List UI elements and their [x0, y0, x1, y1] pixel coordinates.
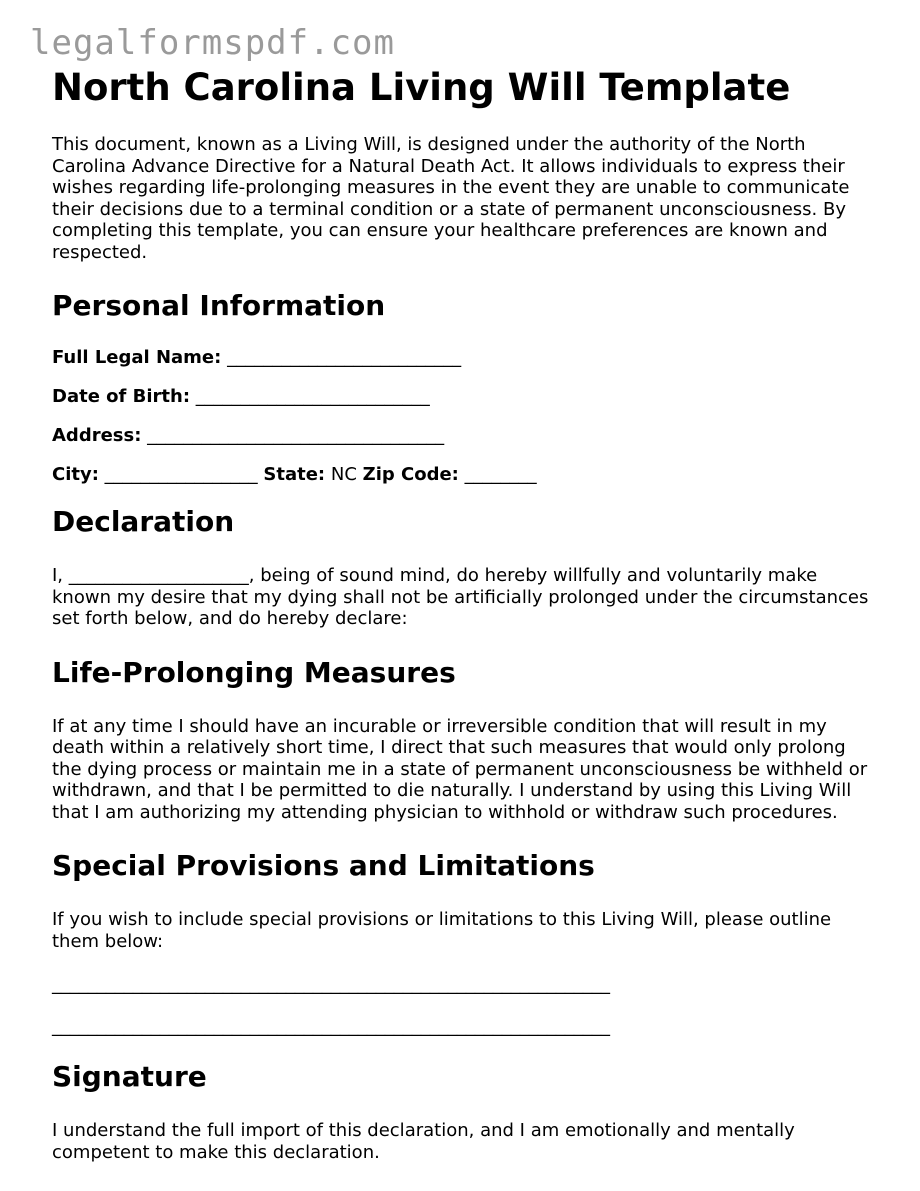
address-row [52, 425, 872, 447]
city-label: City: [52, 464, 99, 485]
dob-label: Date of Birth: [52, 386, 191, 407]
zip-field[interactable]: ________ [464, 464, 537, 485]
special-provisions-line[interactable]: ______________________________________________________________ [52, 1016, 610, 1037]
address-field[interactable]: _________________________________ [147, 425, 445, 446]
state-label: State: [263, 464, 326, 485]
address-label: Address: [52, 425, 142, 446]
declaration-text: , being of sound mind, do hereby willfully and voluntarily make known my desire that my dying shall not be artificially prolonged under the circumstances set forth below, and do hereby declare: [52, 565, 869, 629]
full-name-row [52, 347, 872, 369]
dob-field[interactable]: __________________________ [195, 386, 430, 407]
declaration-prefix: I, [52, 565, 64, 586]
state-value: NC [330, 464, 357, 485]
special-provisions-line[interactable]: ______________________________________________________________ [52, 974, 610, 995]
declaration-paragraph [52, 565, 872, 630]
full-name-field[interactable]: __________________________ [227, 347, 462, 368]
watermark-logo: legalformspdf.com [30, 23, 395, 63]
document-title: North Carolina Living Will Template [52, 66, 791, 109]
life-prolonging-paragraph: If at any time I should have an incurable or irreversible condition that will result in my death within a relatively short time, I direct that such measures that would only prolong the dying process or maintain me in a state of permanent unconsciousness be withheld or withdrawn, and that I be permitted to die naturally. I understand by using this Living Will that I am authorizing my attending physician to withhold or withdraw such procedures. [52, 715, 868, 823]
special-provisions-paragraph: If you wish to include special provisions or limitations to this Living Will, please outline them below: [52, 909, 832, 952]
zip-label: Zip Code: [362, 464, 459, 485]
personal-info-heading: Personal Information [52, 289, 386, 322]
signature-heading: Signature [52, 1060, 207, 1093]
intro-paragraph: This document, known as a Living Will, is designed under the authority of the North Carolina Advance Directive for a Natural Death Act. It allows individuals to express their wishes regarding life-prolonging measures in the event they are unable to communicate their decisions due to a terminal condition or a state of permanent unconsciousness. By completing this template, you can ensure your healthcare preferences are known and respected. [52, 134, 850, 263]
city-state-zip-row [52, 464, 872, 486]
full-name-label: Full Legal Name: [52, 347, 222, 368]
document-page [52, 66, 872, 1163]
special-provisions-heading: Special Provisions and Limitations [52, 849, 595, 882]
declaration-name-field[interactable]: ____________________ [68, 565, 249, 586]
city-field[interactable]: _________________ [104, 464, 258, 485]
signature-paragraph: I understand the full import of this declaration, and I am emotionally and mentally competent to make this declaration. [52, 1120, 795, 1163]
life-prolonging-heading: Life-Prolonging Measures [52, 655, 456, 689]
dob-row [52, 386, 872, 408]
declaration-heading: Declaration [52, 505, 235, 538]
